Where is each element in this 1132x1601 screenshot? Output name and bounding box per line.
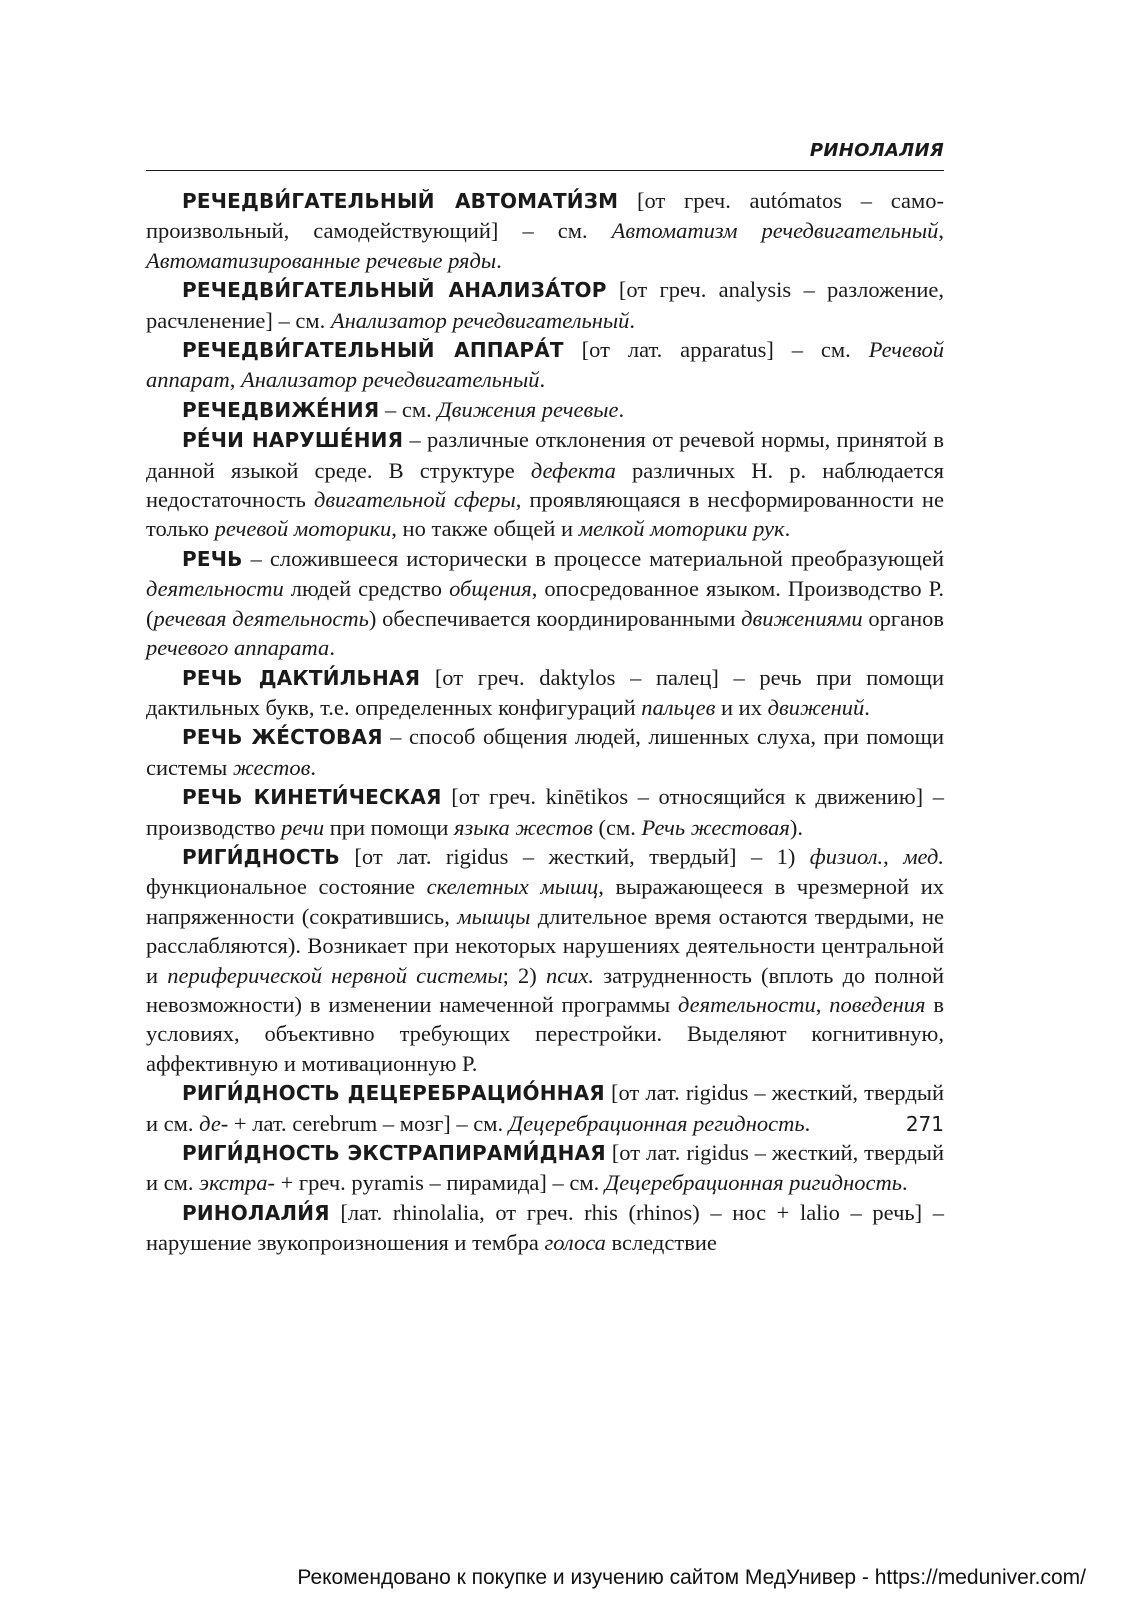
entry-rechedvizheniya: [146, 395, 944, 425]
italic-reference: Речевой аппарат: [146, 337, 944, 393]
entry-rechi-narusheniya: [146, 425, 944, 544]
entry-text: .: [864, 694, 870, 720]
entry-text: .: [310, 754, 317, 780]
italic-reference: мышцы: [457, 903, 531, 929]
entry-text: – различные отклонения от речевой нормы, принятой в данной языкой среде. В структуре: [146, 427, 945, 483]
entry-term: РЕЧЬ ДАКТИ́ЛЬНАЯ: [182, 665, 421, 690]
italic-reference: Децеребрационная регидность: [508, 1110, 805, 1136]
entry-text: .: [901, 1170, 908, 1196]
entry-text: в условиях, объективно требующих перестройки. Выделяют когнитивную, аффективную и мотивационную Р.: [146, 991, 944, 1076]
entry-text: .: [539, 367, 546, 393]
italic-reference: периферической нервной системы: [167, 962, 503, 988]
entry-rech-daktilnaya: [146, 663, 944, 723]
entry-text: , проявляющаяся в несформированности не только: [146, 487, 944, 542]
entry-rinolaliya: [146, 1198, 944, 1258]
entry-term: РИГИ́ДНОСТЬ ЭКСТРАПИРАМИ́ДНАЯ: [182, 1141, 606, 1165]
entry-text: вследствие: [605, 1230, 717, 1256]
italic-reference: двигательной сферы: [314, 487, 516, 513]
entry-text: [от греч. kinētikos – относящийся к движению] – производство: [146, 784, 944, 840]
running-head: РИНОЛАЛИЯ: [809, 140, 944, 161]
entry-text: затрудненность (вплоть до полной невозможности) в изменении намеченной программы: [146, 962, 944, 1017]
entry-rechedvigatelny-analizator: [146, 275, 944, 335]
italic-reference: общения: [449, 576, 532, 602]
entry-text: ).: [789, 814, 803, 840]
italic-reference: движений: [767, 694, 865, 720]
italic-reference: скелетных мышц: [426, 874, 599, 900]
italic-reference: пальцев: [641, 694, 716, 720]
entry-text: [от лат. rigidus – жесткий, твердый и см.: [146, 1080, 944, 1136]
italic-reference: физиол.: [809, 843, 884, 869]
entry-term: РЕЧЬ КИНЕТИ́ЧЕСКАЯ: [182, 785, 442, 810]
entry-text: ,: [229, 367, 241, 393]
dictionary-text: [146, 186, 944, 1258]
italic-reference: мед.: [903, 843, 944, 869]
italic-reference: псих.: [545, 962, 595, 988]
italic-reference: Анализатор речедвигательный: [330, 307, 630, 333]
italic-reference: экстра-: [199, 1170, 275, 1196]
italic-reference: деятельности: [678, 991, 816, 1017]
entry-term: РЕ́ЧИ НАРУШЕ́НИЯ: [182, 428, 404, 453]
entry-text: , но также общей и: [391, 516, 579, 542]
italic-reference: Автоматизированные речевые ряды: [146, 247, 497, 273]
italic-reference: речевая деятельность: [153, 605, 369, 631]
entry-text: .: [329, 635, 335, 661]
entry-text: , опосредованное языком. Производство Р. (: [146, 576, 944, 631]
entry-rech: [146, 544, 944, 663]
entry-text: – способ общения людей, лишенных слуха, при помощи системы: [146, 724, 944, 780]
italic-reference: голоса: [544, 1230, 606, 1256]
entry-text: при помощи: [324, 814, 455, 840]
entry-text: [от лат. apparatus] – см.: [563, 337, 869, 363]
entry-rechedvigatelny-avtomatizm: [146, 186, 944, 275]
italic-reference: де-: [199, 1110, 229, 1136]
entry-rechedvigatelny-apparat: [146, 335, 944, 395]
entry-text: .: [496, 247, 502, 273]
italic-reference: жестов: [232, 754, 311, 780]
entry-text: [от греч. analysis – разложение, расчленение] – см.: [146, 277, 944, 333]
entry-text: .: [784, 516, 791, 542]
entry-text: .: [618, 396, 625, 422]
entry-text: людей средство: [283, 576, 450, 602]
entry-term: РИНОЛАЛИ́Я: [182, 1200, 330, 1225]
entry-rech-zhestovaya: [146, 722, 944, 782]
entry-term: РЕЧЕДВИ́ГАТЕЛЬНЫЙ АНАЛИЗА́ТОР: [182, 278, 607, 303]
entry-text: [от лат. rigidus – жесткий, твердый и см.: [146, 1140, 944, 1196]
entry-term: РЕЧЬ ЖЕ́СТОВАЯ: [182, 725, 383, 750]
entry-text: [от греч. autómatos – самопроизвольный, самодействующий] – см.: [146, 188, 944, 244]
entry-term: РЕЧЕДВИ́ГАТЕЛЬНЫЙ АВТОМАТИ́ЗМ: [182, 189, 619, 213]
italic-reference: Децеребрационная ригидность: [604, 1170, 902, 1196]
italic-reference: поведения: [829, 991, 926, 1017]
entry-text: различных Н. р. наблюдается недостаточность: [146, 457, 944, 513]
entry-term: РЕЧЕДВИ́ГАТЕЛЬНЫЙ АППАРА́Т: [182, 338, 564, 363]
italic-reference: речевого аппарата: [146, 635, 330, 661]
italic-reference: деятельности: [146, 576, 284, 602]
entry-text: ,: [815, 991, 830, 1017]
entry-text: , выражающееся в чрезмерной их напряженности (сократившись,: [146, 874, 945, 929]
entry-text: .: [804, 1110, 811, 1136]
italic-reference: Анализатор речедвигательный: [241, 367, 540, 393]
italic-reference: движениями: [741, 605, 863, 631]
entry-rigidnost-ekstrapiramidnaya: [146, 1138, 944, 1198]
entry-term: РЕЧЬ: [182, 546, 243, 571]
entry-text: – сложившееся исторически в процессе материальной преобразующей: [242, 545, 944, 571]
entry-text: – см.: [379, 396, 438, 422]
entry-text: ; 2): [502, 962, 546, 988]
entry-text: [от лат. rigidus – жесткий, твердый] – 1): [340, 843, 810, 869]
italic-reference: мелкой моторики рук: [578, 516, 785, 542]
italic-reference: языка жестов: [454, 814, 593, 840]
entry-text: .: [629, 307, 636, 333]
entry-text: ) обеспечивается координированными: [368, 605, 742, 631]
entry-term: РИГИ́ДНОСТЬ: [182, 844, 340, 869]
entry-text: + греч. pyramis – пирамида] – см.: [274, 1170, 605, 1196]
italic-reference: Автоматизм речедвигательный: [611, 218, 939, 244]
entry-text: + лат. cerebrum – мозг] – см.: [228, 1110, 509, 1136]
entry-term: РИГИ́ДНОСТЬ ДЕЦЕРЕБРАЦИО́ННАЯ: [182, 1081, 605, 1106]
italic-reference: дефекта: [530, 457, 616, 483]
entry-rigidnost: [146, 842, 944, 1078]
entry-text: ,: [883, 843, 904, 869]
italic-reference: Движения речевые: [437, 396, 619, 422]
entry-text: и их: [715, 694, 768, 720]
entry-text: [от греч. daktylos – палец] – речь при помощи дактильных букв, т.е. определенных конфигураций: [146, 664, 944, 720]
italic-reference: речи: [281, 814, 325, 840]
italic-reference: Речь жестовая: [641, 814, 790, 840]
entry-text: органов: [862, 605, 944, 631]
entry-term: РЕЧЕДВИЖЕ́НИЯ: [182, 397, 380, 422]
footer-note: Рекомендовано к покупке и изучению сайтом МедУнивер - https://meduniver.com/: [297, 1566, 1086, 1589]
header-rule: [146, 170, 944, 171]
entry-text: ,: [938, 218, 944, 244]
entry-rech-kineticheskaya: [146, 782, 944, 842]
entry-text: функциональное состояние: [146, 874, 427, 900]
entry-text: (см.: [592, 814, 642, 840]
entry-text: [лат. rhinolalia, от греч. rhis (rhinos) – нос + lalio – речь] – нарушение звукопроизношения и тембра: [146, 1199, 944, 1256]
entry-text: длительное время остаются твердыми, не расслабляются). Возникает при некоторых нарушениях деятельности центральной и: [146, 903, 944, 988]
page-number: 271: [905, 1112, 944, 1136]
italic-reference: речевой моторики: [214, 516, 392, 542]
